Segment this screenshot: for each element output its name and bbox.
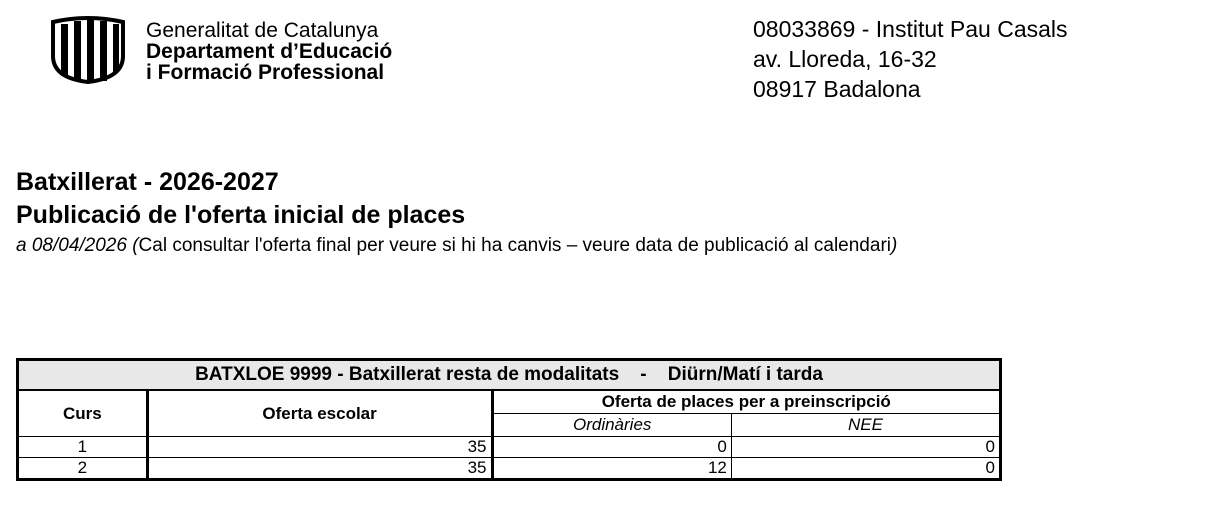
school-address [753,14,1068,104]
header-nee: NEE [731,414,1000,437]
school-name: 08033869 - Institut Pau Casals [753,16,1068,42]
cell-curs: 2 [18,458,148,480]
header-curs: Curs [18,390,148,437]
cell-oferta: 35 [147,458,492,480]
org-line2: Departament d’Educació [146,40,393,63]
table-row [18,458,1001,480]
cell-oferta: 35 [147,437,492,458]
page-subtitle: Publicació de l'oferta inicial de places [16,201,466,229]
school-city: 08917 Badalona [753,76,921,102]
cell-curs: 1 [18,437,148,458]
publication-note [16,234,897,258]
header-oferta-escolar: Oferta escolar [147,390,492,437]
note-text: Cal consultar l'oferta final per veure si hi ha canvis – veure data de publicació al calendari [138,235,891,256]
titles-block [16,166,897,258]
org-line3: i Formació Professional [146,61,385,84]
table-caption: BATXLOE 9999 - Batxillerat resta de modalitats - Diürn/Matí i tarda [18,360,1001,391]
table-row [18,437,1001,458]
cell-ordinaries: 0 [492,437,731,458]
publication-date: a 08/04/2026 ( [16,235,139,256]
org-line1: Generalitat de Catalunya [146,19,379,42]
cell-nee: 0 [731,458,1000,480]
page-title: Batxillerat - 2026-2027 [16,168,279,196]
header-ordinaries: Ordinàries [492,414,731,437]
cell-ordinaries: 12 [492,458,731,480]
cell-nee: 0 [731,437,1000,458]
note-close: ) [891,235,898,256]
places-offer-table [16,358,1002,481]
organization-name [146,20,392,83]
school-street: av. Lloreda, 16-32 [753,46,937,72]
generalitat-logo-icon [47,16,129,84]
header-preinscripcio: Oferta de places per a preinscripció [492,390,1000,414]
